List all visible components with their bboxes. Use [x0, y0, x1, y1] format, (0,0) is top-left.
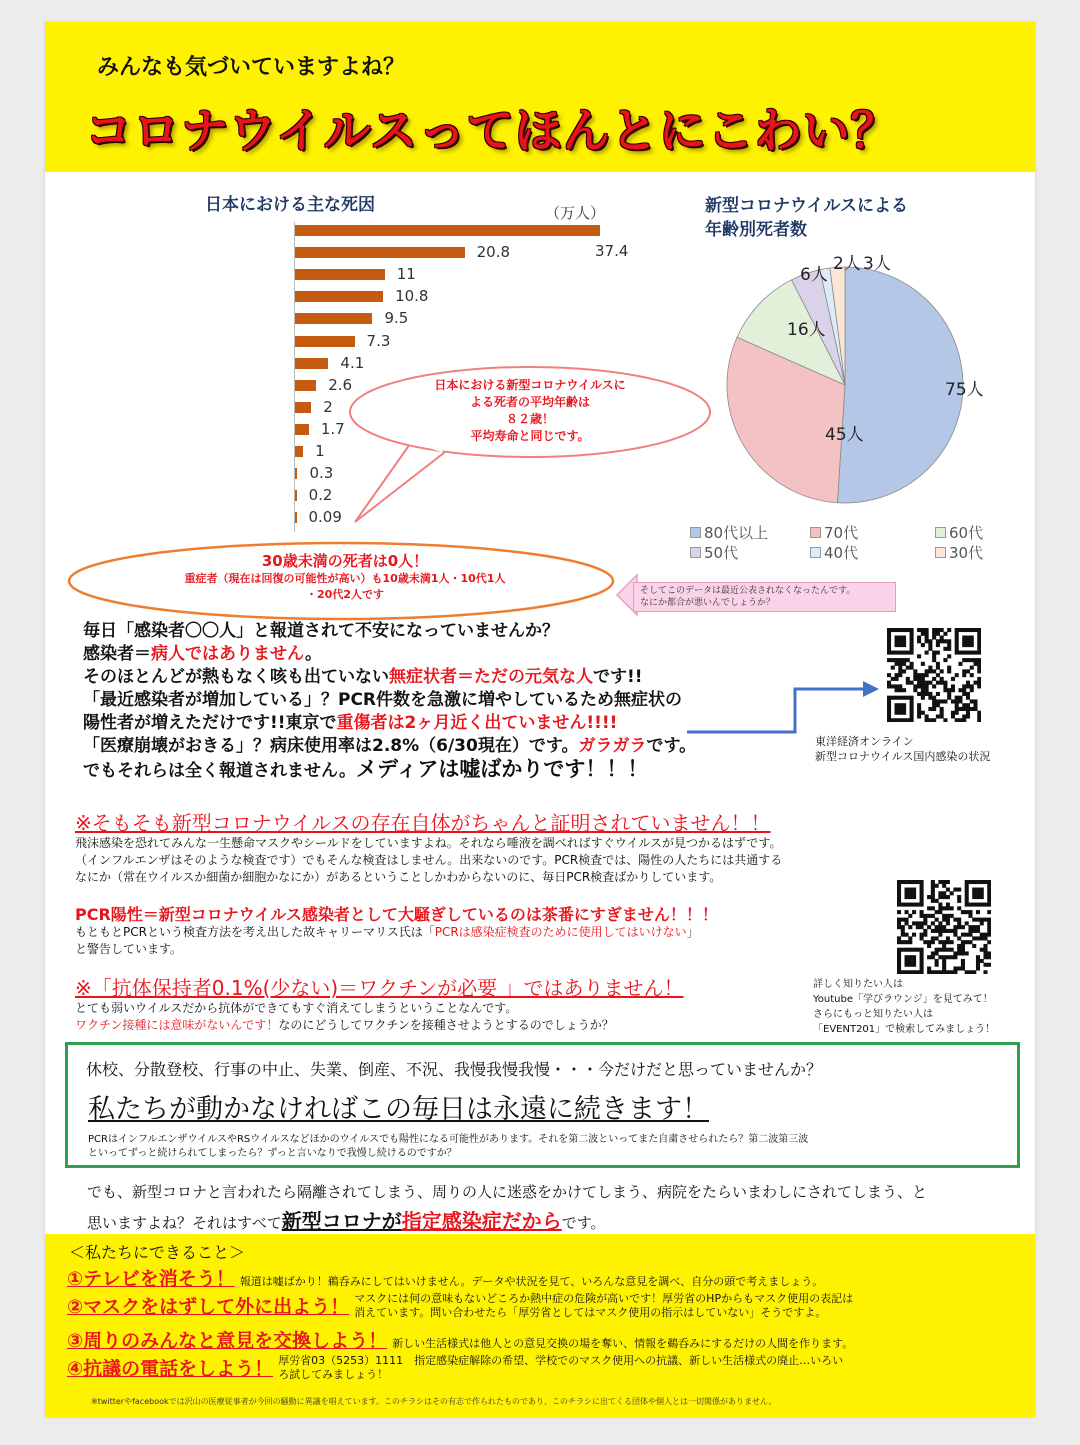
bubble1-line1: 日本における新型コロナウイルスに: [434, 378, 626, 392]
green-small: [88, 1133, 808, 1161]
bar-value-label: 0.09: [308, 508, 342, 527]
qr2-caption-line3: さらにもっと知りたい人は: [813, 1009, 933, 1020]
action-3-desc: 新しい生活様式は他人との意見交換の場を奪い、情報を鵜呑みにするだけの人間を作ります。: [392, 1337, 854, 1350]
bubble1-text: [365, 377, 695, 445]
bar: [295, 468, 297, 479]
bar: [295, 313, 372, 324]
main-line2-b: 病人ではありません: [151, 644, 306, 664]
bar-chart-unit: （万人）: [545, 204, 606, 222]
bar-value-label: 1.7: [320, 419, 345, 438]
main-line3-b: 無症状者＝ただの元気な人: [389, 667, 593, 687]
bar: [295, 490, 297, 501]
section1-heading: ※そもそも新型コロナウイルスの存在自体がちゃんと証明されていません！！: [75, 811, 771, 835]
blue-arrow-icon: [685, 677, 885, 737]
main-line6-a: 「医療崩壊がおきる」？病床使用率は2.8%（6/30現在）です。: [83, 736, 579, 756]
bar: [295, 225, 600, 236]
bar-value-label: 1: [315, 442, 325, 460]
pie-legend: [690, 522, 1000, 562]
main-line6-b: ガラガラ: [578, 736, 647, 756]
after-line2-c: 指定感染症だから: [401, 1209, 562, 1233]
bar-value-label: 11: [396, 265, 416, 284]
bar-value-label: 2.6: [328, 375, 353, 394]
pie-data-label: 75人: [945, 380, 984, 400]
bar-value-label: 4.1: [340, 353, 365, 372]
main-line3-c: です!!: [593, 667, 643, 687]
bar: [295, 336, 355, 347]
action-2-desc: [354, 1292, 853, 1320]
main-line5-a: 陽性者が増えただけです!!東京で: [83, 713, 337, 733]
section1-body: [75, 835, 782, 886]
main-line6-c: です。: [646, 736, 697, 756]
action-2-desc-line1: マスクには何の意味もないどころか熱中症の危険が高いです！厚労省のHPからもマスク使用の表記は: [354, 1292, 854, 1305]
main-line7-a: でもそれらは全く報道されません。: [83, 761, 357, 781]
bar-value-label: 0.3: [309, 464, 334, 483]
footnote: ※twitterやfacebookでは沢山の医療従事者が今回の騒動に異議を唱えています。このチラシはその有志で作られたものであり、このチラシに出てくる団体や個人とは一切関係がありません。: [91, 1397, 777, 1406]
qr2-caption: [813, 977, 995, 1037]
action-4-desc-line1: 厚労省03（5253）1111 指定感染症解除の希望、学校でのマスク使用への抗議、新しい生活様式の廃止…いろい: [278, 1354, 844, 1367]
pie-data-label: 3人: [863, 254, 891, 274]
legend-swatch: [935, 527, 946, 538]
legend-swatch: [935, 547, 946, 558]
action-4-desc-line2: ろ試してみましょう！: [278, 1368, 389, 1381]
section1-p1: 飛沫感染を恐れてみんな一生懸命マスクやシールドをしていますよね。それなら唾液を調べればすぐウイルスが見つかるはずです。: [75, 836, 782, 850]
legend-label: 80代以上: [704, 524, 769, 542]
bar-value-label: 37.4: [595, 242, 629, 260]
after-line2-b: 新型コロナが: [281, 1209, 402, 1233]
action-4-heading: ④抗議の電話をしよう！: [67, 1358, 274, 1380]
action-1-heading: ①テレビを消そう！: [67, 1268, 235, 1290]
green-callout-box: [65, 1042, 1020, 1168]
legend-swatch: [810, 547, 821, 558]
legend-label: 50代: [704, 544, 739, 562]
pie-legend-item: [810, 522, 858, 543]
actions-panel: [45, 1234, 1035, 1417]
bar-value-label: 0.2: [308, 486, 333, 505]
action-2-heading: ②マスクをはずして外に出よう！: [67, 1296, 350, 1318]
section3-p2: [75, 1017, 614, 1034]
bar: [295, 446, 303, 457]
qr1-caption-line2: 新型コロナウイルス国内感染の状況: [815, 750, 991, 763]
bar: [295, 512, 297, 523]
main-line6: [83, 735, 696, 758]
bar: [295, 402, 311, 413]
qr1-caption: [815, 734, 990, 764]
main-line5: [83, 712, 696, 735]
legend-label: 40代: [824, 544, 859, 562]
after-text: [87, 1178, 927, 1238]
section2-heading: PCR陽性＝新型コロナウイルス感染者として大騒ぎしているのは茶番にすぎません！！！: [75, 905, 718, 924]
section2-p1-a: もともとPCRという検査方法を考え出した故キャリーマリス氏は「: [75, 925, 435, 939]
main-line4: 「最近感染者が増加している」？PCR件数を急激に増やしているため無症状の: [83, 690, 683, 710]
after-line1: でも、新型コロナと言われたら隔離されてしまう、周りの人に迷惑をかけてしまう、病院をたらいまわしにされてしまう、と: [87, 1183, 928, 1201]
action-1-desc: 報道は嘘ばかり！鵜呑みにしてはいけません。データや状況を見て、いろんな意見を調べ、自分の頭で考えましょう。: [239, 1275, 824, 1288]
bubble1-line2: よる死者の平均年齢は: [469, 395, 590, 409]
green-line1: 休校、分散登校、行事の中止、失業、倒産、不況、我慢我慢我慢・・・今だけだと思っていませんか？: [86, 1060, 823, 1079]
section2-p1: [75, 924, 699, 941]
pie-chart: [725, 250, 985, 520]
section3-body: [75, 1000, 614, 1034]
main-line2: [83, 643, 696, 666]
pie-data-label: 16人: [787, 320, 826, 340]
bar: [295, 291, 383, 302]
after-line2-a: 思いますよね？それはすべて: [87, 1214, 282, 1232]
legend-swatch: [810, 527, 821, 538]
main-text: [83, 620, 696, 783]
after-line2-d: です。: [561, 1214, 606, 1232]
main-line3: [83, 666, 696, 689]
bar: [295, 247, 465, 258]
section1-p2: （インフルエンザはそのような検査です）でもそんな検査はしません。出来ないのです。PCR検査では、陽性の人たちには共通する: [75, 853, 783, 867]
pie-title-line2: 年齢別死者数: [705, 220, 807, 240]
header-subtitle: みんなも気づいていますよね？: [97, 55, 406, 80]
qr1-caption-line1: 東洋経済オンライン: [815, 735, 914, 748]
action-2-desc-line2: 消えています。問い合わせたら「厚労省としてはマスク使用の指示はしていない」そうですよ。: [354, 1306, 827, 1319]
action-4: [67, 1354, 843, 1382]
header-title: コロナウイルスってほんとにこわい？: [85, 104, 899, 159]
green-small-line1: PCRはインフルエンザウイルスやRSウイルスなどほかのウイルスでも陽性になる可能性があります。それを第二波といってまた自粛させられたら？第二波第三波: [88, 1134, 809, 1145]
action-3: [67, 1326, 853, 1353]
section2-p2: と警告しています。: [75, 942, 183, 956]
bar-chart-title: 日本における主な死因: [205, 195, 375, 215]
action-3-heading: ③周りのみんなと意見を交換しよう！: [67, 1330, 388, 1352]
action-1: [67, 1264, 823, 1291]
bubble1-line3: ８２歳！: [505, 412, 554, 426]
bar-value-label: 7.3: [366, 331, 391, 350]
bubble2-line3: ・20代2人です: [306, 588, 384, 601]
bubble2-line2: 重症者（現在は回復の可能性が高い）も10歳未満1人・10代1人: [184, 572, 506, 585]
pie-legend-item: [810, 542, 858, 563]
pie-title-line1: 新型コロナウイルスによる: [705, 196, 908, 216]
pie-chart-title: [705, 194, 908, 242]
section2-p1-c: 」: [686, 925, 699, 939]
main-line7: [83, 758, 696, 783]
main-line2-c: 。: [305, 644, 323, 664]
bubble2-text: [105, 550, 585, 603]
note-box: [633, 582, 896, 612]
pie-legend-item: [935, 522, 983, 543]
bar-value-label: 2: [323, 397, 333, 416]
bar-value-label: 20.8: [476, 243, 511, 262]
main-line7-b: メディアは嘘ばかりです！！！: [356, 757, 649, 781]
pie-data-label: 2人: [833, 254, 861, 274]
action-4-desc: [278, 1354, 843, 1382]
pie-data-label: 45人: [825, 425, 864, 445]
qr-code-1[interactable]: [887, 628, 981, 722]
legend-label: 60代: [949, 524, 984, 542]
main-line3-a: そのほとんどが熱もなく咳も出ていない: [83, 667, 389, 687]
bubble2-line1: 30歳未満の死者は0人！: [261, 552, 429, 570]
bar-value-label: 10.8: [395, 287, 429, 306]
note-line2: なにか都合が悪いんでしょうか？: [640, 598, 776, 608]
section2-body: [75, 924, 699, 958]
section2-p1-b: PCRは感染症検査のために使用してはいけない: [434, 925, 687, 939]
actions-heading: ＜私たちにできること＞: [69, 1243, 246, 1262]
section3-p1: とても弱いウイルスだから抗体ができてもすぐ消えてしまうということなんです。: [75, 1001, 518, 1015]
green-big-line: 私たちが動かなければこの毎日は永遠に続きます！: [88, 1094, 709, 1125]
bar: [295, 424, 309, 435]
legend-label: 70代: [824, 524, 859, 542]
bubble1-line4: 平均寿命と同じです。: [470, 429, 590, 443]
section3-heading: ※「抗体保持者0.1%(少ない)＝ワクチンが必要 」ではありません！: [75, 976, 684, 1000]
bar: [295, 380, 316, 391]
section3-p2-a: ワクチン接種には意味がないんです！: [75, 1018, 279, 1032]
section3-p2-b: なのにどうしてワクチンを接種させようとするのでしょうか？: [278, 1018, 614, 1032]
main-line1: 毎日「感染者〇〇人」と報道されて不安になっていませんか？: [83, 621, 559, 641]
qr2-caption-line4: 「EVENT201」で検索してみましょう！: [813, 1024, 996, 1035]
pie-data-label: 6人: [800, 265, 828, 285]
action-2: [67, 1292, 853, 1320]
bar-value-label: 9.5: [384, 309, 409, 328]
bar: [295, 269, 385, 280]
pie-legend-item: [935, 542, 983, 563]
qr-code-2[interactable]: [897, 880, 991, 974]
qr2-caption-line1: 詳しく知りたい人は: [813, 979, 903, 990]
legend-label: 30代: [949, 544, 984, 562]
qr2-caption-line2: Youtube「学びラウンジ」を見てみて！: [813, 994, 993, 1005]
note-line1: そしてこのデータは最近公表されなくなったんです。: [640, 586, 856, 596]
section1-p3: なにか（常在ウイルスか細菌か細胞かなにか）があるということしかわからないのに、毎日PCR検査ばかりしています。: [75, 870, 722, 884]
main-line5-b: 重傷者は2ヶ月近く出ていません!!!!: [336, 713, 618, 733]
main-line2-a: 感染者＝: [83, 644, 151, 664]
green-small-line2: といってずっと続けられてしまったら？ずっと言いなりで我慢し続けるのですか？: [88, 1148, 457, 1159]
flyer-page: [45, 22, 1035, 1417]
bar: [295, 358, 328, 369]
